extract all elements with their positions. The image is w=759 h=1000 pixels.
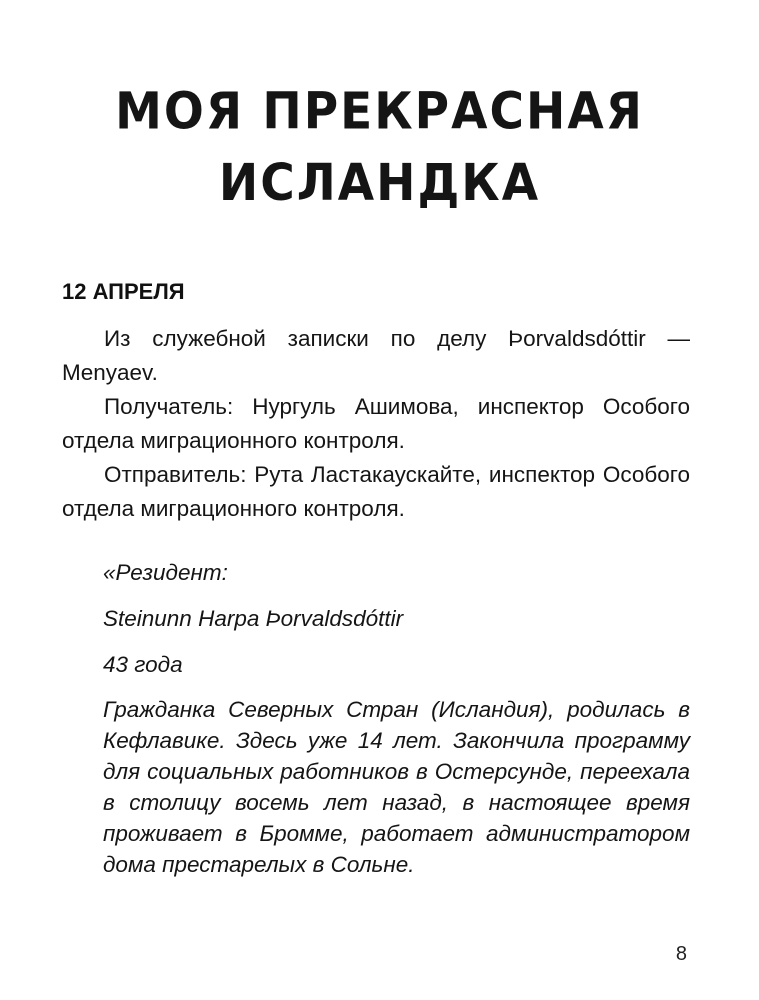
resident-name: Steinunn Harpa Þorvaldsdóttir — [103, 606, 404, 631]
resident-bio: Гражданка Северных Стран (Исландия), родилась в Кефлавике. Здесь уже 14 лет. Закончила программу для социальных работников в Остерсунде, переехала в столицу восемь лет назад, в настоящее время проживает в Бромме, работает администратором дома престарелых в Сольне. — [103, 697, 690, 877]
resident-age: 43 года — [103, 652, 183, 677]
chapter-title-line-2: ИСЛАНДКА — [218, 153, 541, 213]
memo-subject: Из служебной записки по делу Þorvaldsdóttir — Menyaev. — [62, 326, 690, 385]
memo-sender: Отправитель: Рута Ластакаускайте, инспектор Особого отдела миграционного контроля. — [62, 462, 690, 521]
chapter-title — [0, 77, 759, 220]
resident-label: «Резидент: — [103, 560, 228, 585]
memo-intro — [62, 322, 690, 526]
memo-recipient: Получатель: Нургуль Ашимова, инспектор Особого отдела миграционного контроля. — [62, 394, 690, 453]
page-number: 8 — [675, 943, 687, 965]
chapter-title-line-1: МОЯ ПРЕКРАСНАЯ — [115, 82, 644, 142]
resident-quote — [103, 556, 690, 892]
entry-date: 12 АПРЕЛЯ — [62, 279, 185, 304]
